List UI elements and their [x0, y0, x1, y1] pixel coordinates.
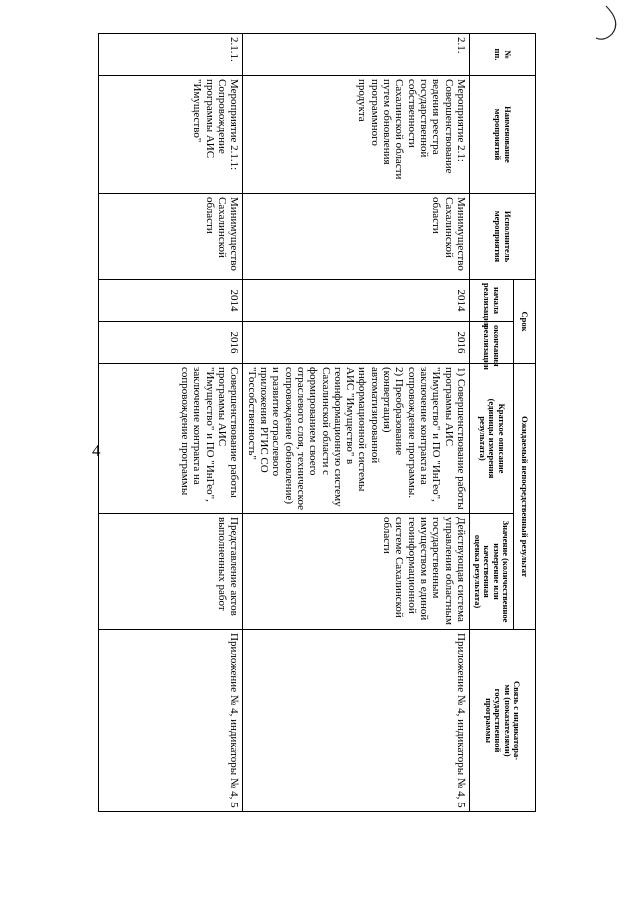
cell-start: 2014 — [99, 280, 243, 322]
cell-link: Приложение № 4, индикаторы № 4, 5 — [99, 630, 243, 812]
header-executor: Исполнитель мероприятия — [470, 194, 536, 280]
table-row — [243, 34, 470, 812]
page-number: 4 — [92, 441, 101, 460]
header-term: Срок — [514, 280, 536, 364]
rotated-table-wrapper — [98, 33, 536, 811]
header-term-start: начала реализации — [470, 280, 514, 322]
header-result-desc: Краткое описание (единицы измерения результата) — [470, 364, 514, 514]
measures-table — [98, 33, 536, 812]
header-result-value: Значение (количественное измерение или качественная оценка результата) — [470, 514, 514, 630]
cell-name: Мероприятие 2.1: Совершенствование ведения реестра государственной собственности Сахалинской области путем обновления программного продукта — [243, 76, 470, 194]
cell-num: 2.1. — [243, 34, 470, 76]
cell-num: 2.1.1. — [99, 34, 243, 76]
cell-value: Представление актов выполненных работ — [99, 514, 243, 630]
cell-end: 2016 — [243, 322, 470, 364]
cell-desc: Совершенствование работы программы АИС "Имущество" и ПО "ИнГео", заключение контракта на сопровождение программы — [99, 364, 243, 514]
header-result: Ожидаемый непосредственный результат — [514, 364, 536, 630]
header-link: Связь с индикатора- ми (показателями) государственной программы — [470, 630, 536, 812]
cell-desc: 1) Совершенствование работы программы АИС "Имущество" и ПО "ИнГео", заключение контракта на сопровождение программы. 2) Преобразование (конвертация) автоматизированной информационной системы АИС "Имущество" в геоинформационную систему Сахалинской области с формированием своего отраслевого слоя, техническое сопровождение (обновление) и развитие отраслевого приложения РГИС СО "Госсобственность" — [243, 364, 470, 514]
cell-executor: Минимущество Сахалинской области — [99, 194, 243, 280]
cell-executor: Минимущество Сахалинской области — [243, 194, 470, 280]
header-num: № пп. — [470, 34, 536, 76]
cell-link: Приложение № 4, индикаторы № 4, 5 — [243, 630, 470, 812]
cell-name: Мероприятие 2.1.1: Сопровождение программы АИС "Имущество" — [99, 76, 243, 194]
cell-start: 2014 — [243, 280, 470, 322]
table-row — [99, 34, 243, 812]
header-term-end: окончания реализации — [470, 322, 514, 364]
cell-end: 2016 — [99, 322, 243, 364]
header-name: Наименование мероприятий — [470, 76, 536, 194]
cell-value: Действующая система управления областным государственным имуществом в единой геоинформационной системе Сахалинской области — [243, 514, 470, 630]
